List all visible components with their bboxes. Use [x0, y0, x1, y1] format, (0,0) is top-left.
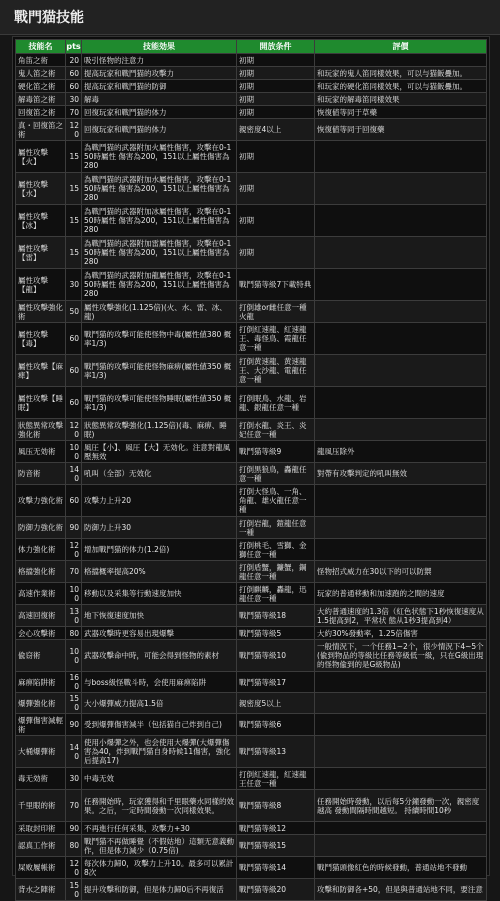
skill-name-cell: 硬化笛之術: [16, 80, 66, 93]
table-row: [16, 640, 487, 672]
skill-effect-cell: 狀態異常攻擊強化(1.125倍)(毒、麻痹、睡眠): [82, 419, 237, 441]
skill-pts-cell: 150: [66, 693, 82, 714]
skill-name-cell: 防音術: [16, 463, 66, 485]
skill-pts-cell: 120: [66, 539, 82, 561]
table-row: [16, 205, 487, 237]
skill-effect-cell: 為戰鬥猫的武器附加雷屬性傷害，攻擊在0-150時屬性 傷害為200，151以上屬性傷害為280: [82, 237, 237, 269]
skill-pts-cell: 60: [66, 323, 82, 355]
skill-condition-cell: 初期: [237, 141, 315, 173]
skill-pts-cell: 60: [66, 67, 82, 80]
window-title-bar: [0, 0, 500, 35]
skill-review-cell: 恢復値等同于草藥: [315, 106, 487, 119]
skill-condition-cell: 戰鬥猫等級18: [237, 605, 315, 627]
skill-name-cell: 爆彈傷害減輕術: [16, 714, 66, 736]
table-row: [16, 173, 487, 205]
skill-condition-cell: 戰鬥猫等級6: [237, 714, 315, 736]
skill-condition-cell: 打倒麒麟，轟龍，迅龍任意一種: [237, 583, 315, 605]
skill-name-cell: 高速回復術: [16, 605, 66, 627]
skill-condition-cell: 初期: [237, 173, 315, 205]
skill-effect-cell: 為戰鬥猫的武器附加龍屬性傷害，攻擊在0-150時屬性 傷害為200，151以上屬性傷害為280: [82, 269, 237, 301]
skill-effect-cell: 不再進行任何采集，攻擊力+30: [82, 822, 237, 835]
skill-condition-cell: 戰鬥猫等級7下載特典: [237, 269, 315, 301]
skill-condition-cell: 親密度5以上: [237, 693, 315, 714]
skill-effect-cell: 中毒无效: [82, 768, 237, 790]
skill-name-cell: 攻擊力強化術: [16, 485, 66, 517]
skill-effect-cell: 為戰鬥猫的武器附加火屬性傷害，攻擊在0-150時屬性 傷害為200，151以上屬性傷害為280: [82, 141, 237, 173]
skill-condition-cell: 戰鬥猫等級12: [237, 822, 315, 835]
skill-review-cell: 和玩家的解毒笛同樣效果: [315, 93, 487, 106]
skill-review-cell: 和玩家的硬化笛同樣效果，可以与猫飯疊加。: [315, 80, 487, 93]
skill-pts-cell: 100: [66, 441, 82, 463]
table-row: [16, 301, 487, 323]
skill-name-cell: 偸窃術: [16, 640, 66, 672]
skill-condition-cell: 戰鬥猫等級5: [237, 627, 315, 640]
skill-pts-cell: 30: [66, 768, 82, 790]
skill-review-cell: [315, 205, 487, 237]
skill-effect-cell: 提高玩家和戰鬥猫的防御: [82, 80, 237, 93]
skill-effect-cell: 吸引怪物的注意力: [82, 54, 237, 67]
skill-condition-cell: 打倒眠鳥、水龍、岩龍、銀龍任意一種: [237, 387, 315, 419]
table-row: [16, 714, 487, 736]
skill-review-cell: 對帶有攻擊判定的吼叫無效: [315, 463, 487, 485]
skill-effect-cell: 吼叫（全部）无效化: [82, 463, 237, 485]
skill-condition-cell: 打倒盾蟹，鐮蟹，鋼龍任意一種: [237, 561, 315, 583]
skill-effect-cell: 戰鬥猫的攻擊可能使怪物中毒(屬性値380 概率1/3): [82, 323, 237, 355]
skill-effect-cell: 防御力上升30: [82, 517, 237, 539]
skill-pts-cell: 100: [66, 583, 82, 605]
table-row: [16, 355, 487, 387]
skill-review-cell: [315, 141, 487, 173]
skill-condition-cell: 戰鬥猫等級15: [237, 835, 315, 857]
skill-condition-cell: 初期: [237, 93, 315, 106]
skill-name-cell: 防御力強化術: [16, 517, 66, 539]
skill-pts-cell: 15: [66, 205, 82, 237]
table-row: [16, 561, 487, 583]
skill-pts-cell: 130: [66, 605, 82, 627]
skill-effect-cell: 每次体力歸0，攻擊力上升10。最多可以累計8次: [82, 857, 237, 879]
skill-name-cell: 采取封印術: [16, 822, 66, 835]
skill-condition-cell: 初期: [237, 205, 315, 237]
skill-review-cell: [315, 768, 487, 790]
table-row: [16, 517, 487, 539]
column-header-name: 技能名: [16, 40, 66, 54]
skill-name-cell: 会心攻擊術: [16, 627, 66, 640]
skill-name-cell: 屎败履帳術: [16, 857, 66, 879]
skill-name-cell: 解毒笛之術: [16, 93, 66, 106]
skill-review-cell: [315, 517, 487, 539]
skill-review-cell: [315, 835, 487, 857]
skill-name-cell: 千里眼的術: [16, 790, 66, 822]
skill-review-cell: 玩家的普通移動和加速跑的之間的速度: [315, 583, 487, 605]
skill-name-cell: 屬性攻擊【睡眠】: [16, 387, 66, 419]
table-row: [16, 237, 487, 269]
skill-effect-cell: 大小爆彈威力提高1.5倍: [82, 693, 237, 714]
skill-effect-cell: 地下恢復速度加快: [82, 605, 237, 627]
skill-pts-cell: 80: [66, 627, 82, 640]
skill-review-cell: [315, 714, 487, 736]
skill-name-cell: 屬性攻擊【毒】: [16, 323, 66, 355]
skill-review-cell: [315, 419, 487, 441]
skill-name-cell: 認真工作術: [16, 835, 66, 857]
skill-review-cell: [315, 736, 487, 768]
skill-condition-cell: 打倒黒狼鳥，轟龍任意一種: [237, 463, 315, 485]
skill-review-cell: [315, 387, 487, 419]
skill-effect-cell: 為戰鬥猫的武器附加水屬性傷害，攻擊在0-150時屬性 傷害為200，151以上屬性傷害為280: [82, 173, 237, 205]
table-row: [16, 93, 487, 106]
skill-review-cell: 恢復値等同于回復藥: [315, 119, 487, 141]
skill-condition-cell: 初期: [237, 80, 315, 93]
skill-name-cell: 狀態異常攻擊強化術: [16, 419, 66, 441]
skill-name-cell: 屬性攻擊【火】: [16, 141, 66, 173]
table-row: [16, 141, 487, 173]
skill-pts-cell: 60: [66, 387, 82, 419]
skill-review-cell: [315, 269, 487, 301]
skill-name-cell: 格擋強化術: [16, 561, 66, 583]
skill-pts-cell: 20: [66, 54, 82, 67]
skill-condition-cell: 打倒岩龍，鎧龍任意一種: [237, 517, 315, 539]
table-row: [16, 790, 487, 822]
skill-pts-cell: 100: [66, 640, 82, 672]
skill-name-cell: 回復笛之術: [16, 106, 66, 119]
skill-name-cell: 屬性攻擊【水】: [16, 173, 66, 205]
table-row: [16, 857, 487, 879]
table-row: [16, 605, 487, 627]
skill-pts-cell: 90: [66, 517, 82, 539]
table-row: [16, 323, 487, 355]
skill-name-cell: 角笛之術: [16, 54, 66, 67]
skill-pts-cell: 120: [66, 857, 82, 879]
skill-review-cell: 大約普通速度的1.3倍（紅色状態下1秒恢復速度从1.5提高到2，平常状 態从1秒3提高到4）: [315, 605, 487, 627]
column-header-condition: 開放条件: [237, 40, 315, 54]
table-row: [16, 80, 487, 93]
skill-review-cell: [315, 822, 487, 835]
skill-condition-cell: 初期: [237, 106, 315, 119]
table-row: [16, 672, 487, 693]
skill-review-cell: 一般情況下，一个任務1~2个，很少情況下4~5个(偸到物品的等級比任務等級低一級，只在G級出現的怪物偸到的是G級物品): [315, 640, 487, 672]
skill-effect-cell: 風圧【小】、風圧【大】无効化。注意對龍風壓無效: [82, 441, 237, 463]
table-header-row: [16, 40, 487, 54]
skill-review-cell: [315, 301, 487, 323]
skill-pts-cell: 50: [66, 301, 82, 323]
table-row: [16, 463, 487, 485]
skill-effect-cell: 攻擊力上升20: [82, 485, 237, 517]
skill-name-cell: 風压无効術: [16, 441, 66, 463]
table-row: [16, 54, 487, 67]
skill-condition-cell: 打倒黄速龍、黄速龍王、大沙龍、電龍任意一種: [237, 355, 315, 387]
column-header-pts: pts: [66, 40, 82, 54]
skill-pts-cell: 30: [66, 269, 82, 301]
skill-pts-cell: 70: [66, 790, 82, 822]
skill-condition-cell: 戰鬥猫等級8: [237, 790, 315, 822]
skill-condition-cell: 戰鬥猫等級14: [237, 857, 315, 879]
skill-effect-cell: 武器攻擊命中時，可能会得到怪物的素材: [82, 640, 237, 672]
skill-review-cell: [315, 54, 487, 67]
skill-effect-cell: 為戰鬥猫的武器附加冰屬性傷害，攻擊在0-150時屬性 傷害為200，151以上屬性傷害為280: [82, 205, 237, 237]
skills-table: [15, 39, 487, 901]
skill-review-cell: [315, 485, 487, 517]
skill-pts-cell: 90: [66, 714, 82, 736]
skill-condition-cell: 戰鬥猫等級17: [237, 672, 315, 693]
table-row: [16, 119, 487, 141]
table-row: [16, 627, 487, 640]
skill-effect-cell: 提升攻擊和防御，但是体力歸0后不再復活: [82, 879, 237, 901]
skill-review-cell: 和玩家的鬼人笛同樣效果，可以与猫飯疊加。: [315, 67, 487, 80]
skill-pts-cell: 160: [66, 672, 82, 693]
skill-name-cell: 真・回復笛之術: [16, 119, 66, 141]
skill-effect-cell: 戰鬥猫的攻擊可能使怪物睡眠(屬性値350 概率1/3): [82, 387, 237, 419]
skill-review-cell: 任務開始時發動，以后每5分鐘發動一次，親密度越高 發動間隔時間越短。 持續時間10秒: [315, 790, 487, 822]
skill-condition-cell: 打倒水龍、炎王、炎妃任意一種: [237, 419, 315, 441]
table-row: [16, 269, 487, 301]
skill-name-cell: 爆彈強化術: [16, 693, 66, 714]
skill-name-cell: 背水之陣術: [16, 879, 66, 901]
skill-pts-cell: 70: [66, 561, 82, 583]
skill-condition-cell: 戰鬥猫等級13: [237, 736, 315, 768]
skill-review-cell: 大約30%發動率，1.25倍傷害: [315, 627, 487, 640]
skill-condition-cell: 打倒雄or雌任意一種火龍: [237, 301, 315, 323]
skill-effect-cell: 使用小爆彈之外，也会使用大爆彈(大爆彈傷害為40，炸到戰鬥猫自身時候11傷害，強化后提高17): [82, 736, 237, 768]
skill-name-cell: 屬性攻擊【龍】: [16, 269, 66, 301]
skill-effect-cell: 移動以及采集等行動速度加快: [82, 583, 237, 605]
table-row: [16, 583, 487, 605]
table-row: [16, 106, 487, 119]
skill-review-cell: [315, 693, 487, 714]
skill-condition-cell: 打倒大怪鳥、一角、角龍、雄火龍任意一種: [237, 485, 315, 517]
skill-effect-cell: 增加戰鬥猫的体力(1.2倍): [82, 539, 237, 561]
skill-pts-cell: 60: [66, 355, 82, 387]
table-row: [16, 387, 487, 419]
skill-condition-cell: 打倒桃毛、雪獅、金獅任意一種: [237, 539, 315, 561]
skill-condition-cell: 初期: [237, 67, 315, 80]
skill-condition-cell: 戰鬥猫等級20: [237, 879, 315, 901]
skill-pts-cell: 80: [66, 835, 82, 857]
skill-review-cell: [315, 323, 487, 355]
skill-review-cell: [315, 539, 487, 561]
skill-pts-cell: 120: [66, 119, 82, 141]
skill-pts-cell: 70: [66, 106, 82, 119]
page-title: 戰門猫技能: [14, 10, 84, 26]
skill-condition-cell: 打倒紅速龍、紅速龍王、毒怪鳥、霞龍任意一種: [237, 323, 315, 355]
skill-review-cell: 戰鬥猫頭像紅色的時候發動，普通站地不發動: [315, 857, 487, 879]
table-row: [16, 441, 487, 463]
skill-pts-cell: 120: [66, 419, 82, 441]
table-row: [16, 693, 487, 714]
column-header-review: 評價: [315, 40, 487, 54]
skill-pts-cell: 90: [66, 822, 82, 835]
skill-effect-cell: 解毒: [82, 93, 237, 106]
table-row: [16, 879, 487, 901]
skill-name-cell: 大桶爆彈術: [16, 736, 66, 768]
skill-condition-cell: 戰鬥猫等級10: [237, 640, 315, 672]
skill-condition-cell: 初期: [237, 237, 315, 269]
table-row: [16, 419, 487, 441]
skill-effect-cell: 提高玩家和戰鬥猫的攻擊力: [82, 67, 237, 80]
skill-name-cell: 麻痹陷阱術: [16, 672, 66, 693]
skill-condition-cell: 打倒紅速龍，紅速龍王任意一種: [237, 768, 315, 790]
skill-pts-cell: 150: [66, 879, 82, 901]
skill-pts-cell: 15: [66, 237, 82, 269]
skill-condition-cell: 戰鬥猫等級9: [237, 441, 315, 463]
table-row: [16, 736, 487, 768]
table-row: [16, 768, 487, 790]
skill-review-cell: 怪物招式威力在30以下的可以防禦: [315, 561, 487, 583]
skill-pts-cell: 15: [66, 173, 82, 205]
skill-pts-cell: 140: [66, 736, 82, 768]
skill-pts-cell: 60: [66, 80, 82, 93]
skill-name-cell: 体力強化術: [16, 539, 66, 561]
skill-review-cell: [315, 672, 487, 693]
skill-pts-cell: 30: [66, 93, 82, 106]
skill-review-cell: 龍風压除外: [315, 441, 487, 463]
skill-effect-cell: 与boss級怪戰斗時，会使用麻痹陷阱: [82, 672, 237, 693]
skill-condition-cell: 初期: [237, 54, 315, 67]
skill-effect-cell: 格擋概率提高20%: [82, 561, 237, 583]
table-row: [16, 485, 487, 517]
skill-name-cell: 屬性攻擊【冰】: [16, 205, 66, 237]
skill-pts-cell: 60: [66, 485, 82, 517]
skill-pts-cell: 15: [66, 141, 82, 173]
skill-effect-cell: 戰鬥猫的攻擊可能使怪物麻痹(屬性値350 概率1/3): [82, 355, 237, 387]
skill-effect-cell: 受到爆彈傷害減半（包括猫自己炸到自己): [82, 714, 237, 736]
skill-name-cell: 屬性攻擊強化術: [16, 301, 66, 323]
skill-review-cell: [315, 355, 487, 387]
skill-effect-cell: 武器攻擊時更容易出現爆擊: [82, 627, 237, 640]
column-header-effect: 技能効果: [82, 40, 237, 54]
table-row: [16, 67, 487, 80]
skill-review-cell: [315, 173, 487, 205]
skill-name-cell: 鬼人笛之術: [16, 67, 66, 80]
skill-review-cell: 攻擊和防御各+50，但是與普通站地不同，要注意: [315, 879, 487, 901]
skill-name-cell: 毒无効術: [16, 768, 66, 790]
skill-name-cell: 屬性攻擊【麻痺】: [16, 355, 66, 387]
skill-pts-cell: 140: [66, 463, 82, 485]
skills-table-frame: [12, 36, 490, 899]
skill-effect-cell: 回復玩家和戰鬥猫的体力: [82, 119, 237, 141]
skill-condition-cell: 親密度4以上: [237, 119, 315, 141]
table-body: [16, 54, 487, 901]
skill-effect-cell: 戰鬥猫不再做睡覺（不假姑地）這類无意義動作，但是体力減少（0.75倍): [82, 835, 237, 857]
skill-effect-cell: 屬性攻擊強化(1.125倍)(火、水、雷、冰、龍): [82, 301, 237, 323]
skill-effect-cell: 任務開始時，玩家獲得和千里眼藥水同樣的效果。之后，一定時間發動一次同樣效果。: [82, 790, 237, 822]
table-row: [16, 539, 487, 561]
skill-effect-cell: 回復玩家和戰鬥猫的体力: [82, 106, 237, 119]
skill-name-cell: 屬性攻擊【雷】: [16, 237, 66, 269]
table-row: [16, 835, 487, 857]
skill-name-cell: 高速作業術: [16, 583, 66, 605]
skill-review-cell: [315, 237, 487, 269]
table-row: [16, 822, 487, 835]
